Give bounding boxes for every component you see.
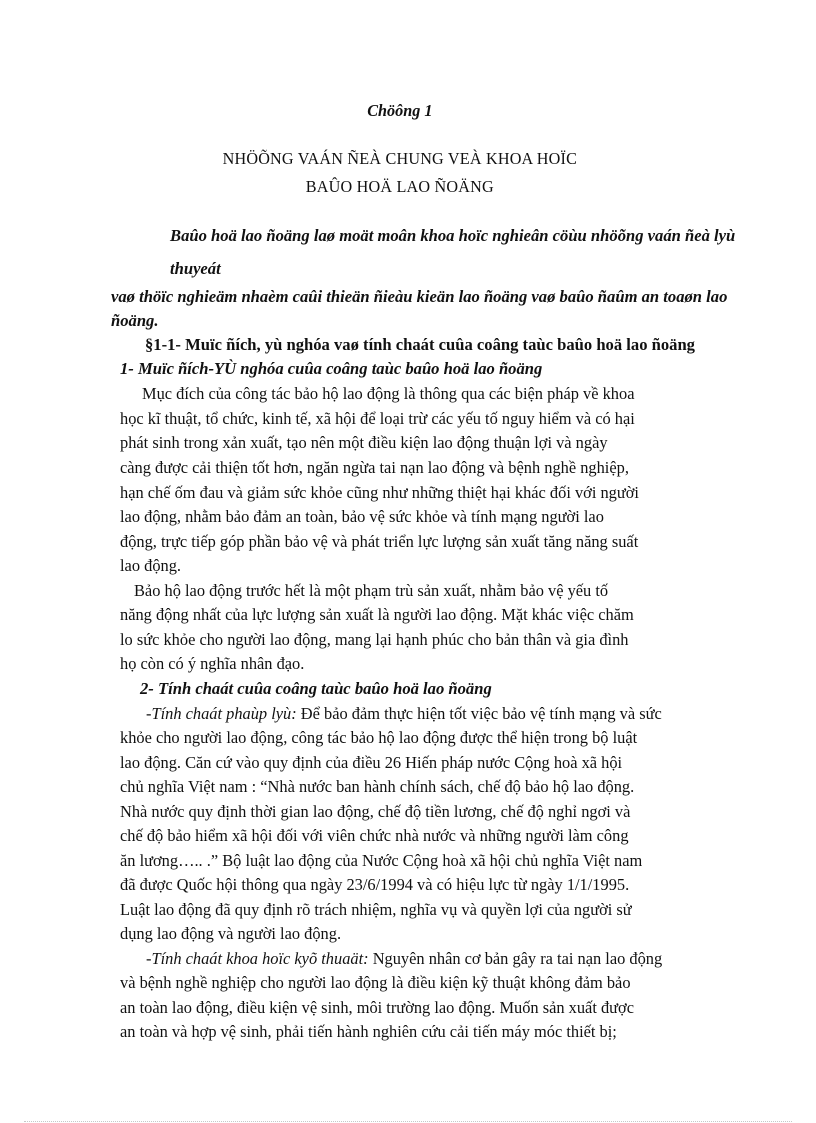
tech-first-text: Nguyên nhân cơ bản gây ra tai nạn lao động [368, 949, 663, 968]
intro-line-1: Baûo hoä lao ñoäng laø moät moân khoa hoïc nghieân cöùu nhöõng vaán ñeà lyù [170, 226, 736, 245]
tech-paragraph-line-1 [146, 948, 662, 970]
legal-paragraph-line-9: Luật lao động đã quy định rõ trách nhiệm, nghĩa vụ và quyền lợi của người sử [120, 900, 632, 919]
paragraph-1-line-3: phát sinh trong xản xuất, tạo nên một điều kiện lao động thuận lợi và ngày [120, 433, 608, 452]
tech-paragraph-line-4: an toàn và hợp vệ sinh, phải tiến hành nghiên cứu cải tiến máy móc thiết bị; [120, 1022, 617, 1041]
section-heading: §1-1- Muïc ñích, yù nghóa vaø tính chaát cuûa coâng taùc baûo hoä lao ñoäng [145, 335, 695, 354]
legal-paragraph-line-3: lao động. Căn cứ vào quy định của điều 26 Hiến pháp nước Cộng hoà xã hội [120, 753, 623, 772]
paragraph-1-line-6: lao động, nhằm bảo đảm an toàn, bảo vệ sức khỏe và tính mạng người lao [120, 507, 604, 526]
chapter-label: Chöông 1 [367, 101, 433, 120]
page-bottom-rule [24, 1121, 792, 1122]
legal-paragraph-line-6: chế độ bảo hiểm xã hội đối với viên chức nhà nước và những người làm công [120, 826, 629, 845]
legal-paragraph-line-1 [146, 703, 662, 725]
legal-first-text: Để bảo đảm thực hiện tốt việc bảo vệ tính mạng và sức [296, 704, 662, 723]
legal-paragraph-line-4: chủ nghĩa Việt nam : “Nhà nước ban hành chính sách, chế độ bảo hộ lao động. [120, 777, 635, 796]
tech-paragraph-line-2: và bệnh nghề nghiệp cho người lao động là điều kiện kỹ thuật không đảm bảo [120, 973, 631, 992]
legal-paragraph-line-2: khỏe cho người lao động, công tác bảo hộ lao động được thể hiện trong bộ luật [120, 728, 638, 747]
paragraph-2-line-1: Bảo hộ lao động trước hết là một phạm trù sản xuất, nhằm bảo vệ yếu tố [134, 581, 609, 600]
paragraph-1-line-5: hạn chế ốm đau và giảm sức khỏe cũng như những thiệt hại khác đối với người [120, 483, 639, 502]
legal-paragraph-line-7: ăn lương….. .” Bộ luật lao động của Nước Cộng hoà xã hội chủ nghĩa Việt nam [120, 851, 643, 870]
paragraph-1-line-7: động, trực tiếp góp phần bảo vệ và phát triển lực lượng sản xuất tăng năng suất [120, 532, 639, 551]
subsection-1-heading: 1- Muïc ñích-YÙ nghóa cuûa coâng taùc baûo hoä lao ñoäng [120, 359, 543, 378]
chapter-title-line-1: NHÖÕNG VAÁN ÑEÀ CHUNG VEÀ KHOA HOÏC [222, 149, 578, 168]
paragraph-1-line-2: học kĩ thuật, tổ chức, kinh tế, xã hội để loại trừ các yếu tố nguy hiểm và có hại [120, 409, 635, 428]
legal-label: -Tính chaát phaùp lyù: [146, 704, 297, 723]
paragraph-1-line-8: lao động. [120, 556, 182, 575]
legal-paragraph-line-8: đã được Quốc hội thông qua ngày 23/6/1994 và có hiệu lực từ ngày 1/1/1995. [120, 875, 630, 894]
paragraph-2-line-3: lo sức khỏe cho người lao động, mang lại hạnh phúc cho bản thân và gia đình [120, 630, 629, 649]
subsection-2-heading: 2- Tính chaát cuûa coâng taùc baûo hoä lao ñoäng [140, 679, 492, 698]
paragraph-2-line-4: họ còn có ý nghĩa nhân đạo. [120, 654, 305, 673]
legal-paragraph-line-10: dụng lao động và người lao động. [120, 924, 342, 943]
tech-paragraph-line-3: an toàn lao động, điều kiện vệ sinh, môi trường lao động. Muốn sản xuất được [120, 998, 634, 1017]
paragraph-1-line-4: càng được cải thiện tốt hơn, ngăn ngừa tai nạn lao động và bệnh nghề nghiệp, [120, 458, 629, 477]
tech-label: -Tính chaát khoa hoïc kyõ thuaät: [146, 949, 369, 968]
chapter-title-line-2: BAÛO HOÄ LAO ÑOÄNG [305, 177, 494, 196]
legal-paragraph-line-5: Nhà nước quy định thời gian lao động, chế độ tiền lương, chế độ nghỉ ngơi và [120, 802, 631, 821]
intro-line-2: thuyeát [170, 259, 221, 278]
intro-line-3: vaø thöïc nghieäm nhaèm caûi thieän ñieàu kieän lao ñoäng vaø baûo ñaûm an toaøn lao [111, 287, 728, 306]
paragraph-1-line-1: Mục đích của công tác bảo hộ lao động là thông qua các biện pháp về khoa [142, 384, 635, 403]
intro-line-4: ñoäng. [111, 311, 159, 330]
paragraph-2-line-2: năng động nhất của lực lượng sản xuất là người lao động. Mặt khác việc chăm [120, 605, 634, 624]
